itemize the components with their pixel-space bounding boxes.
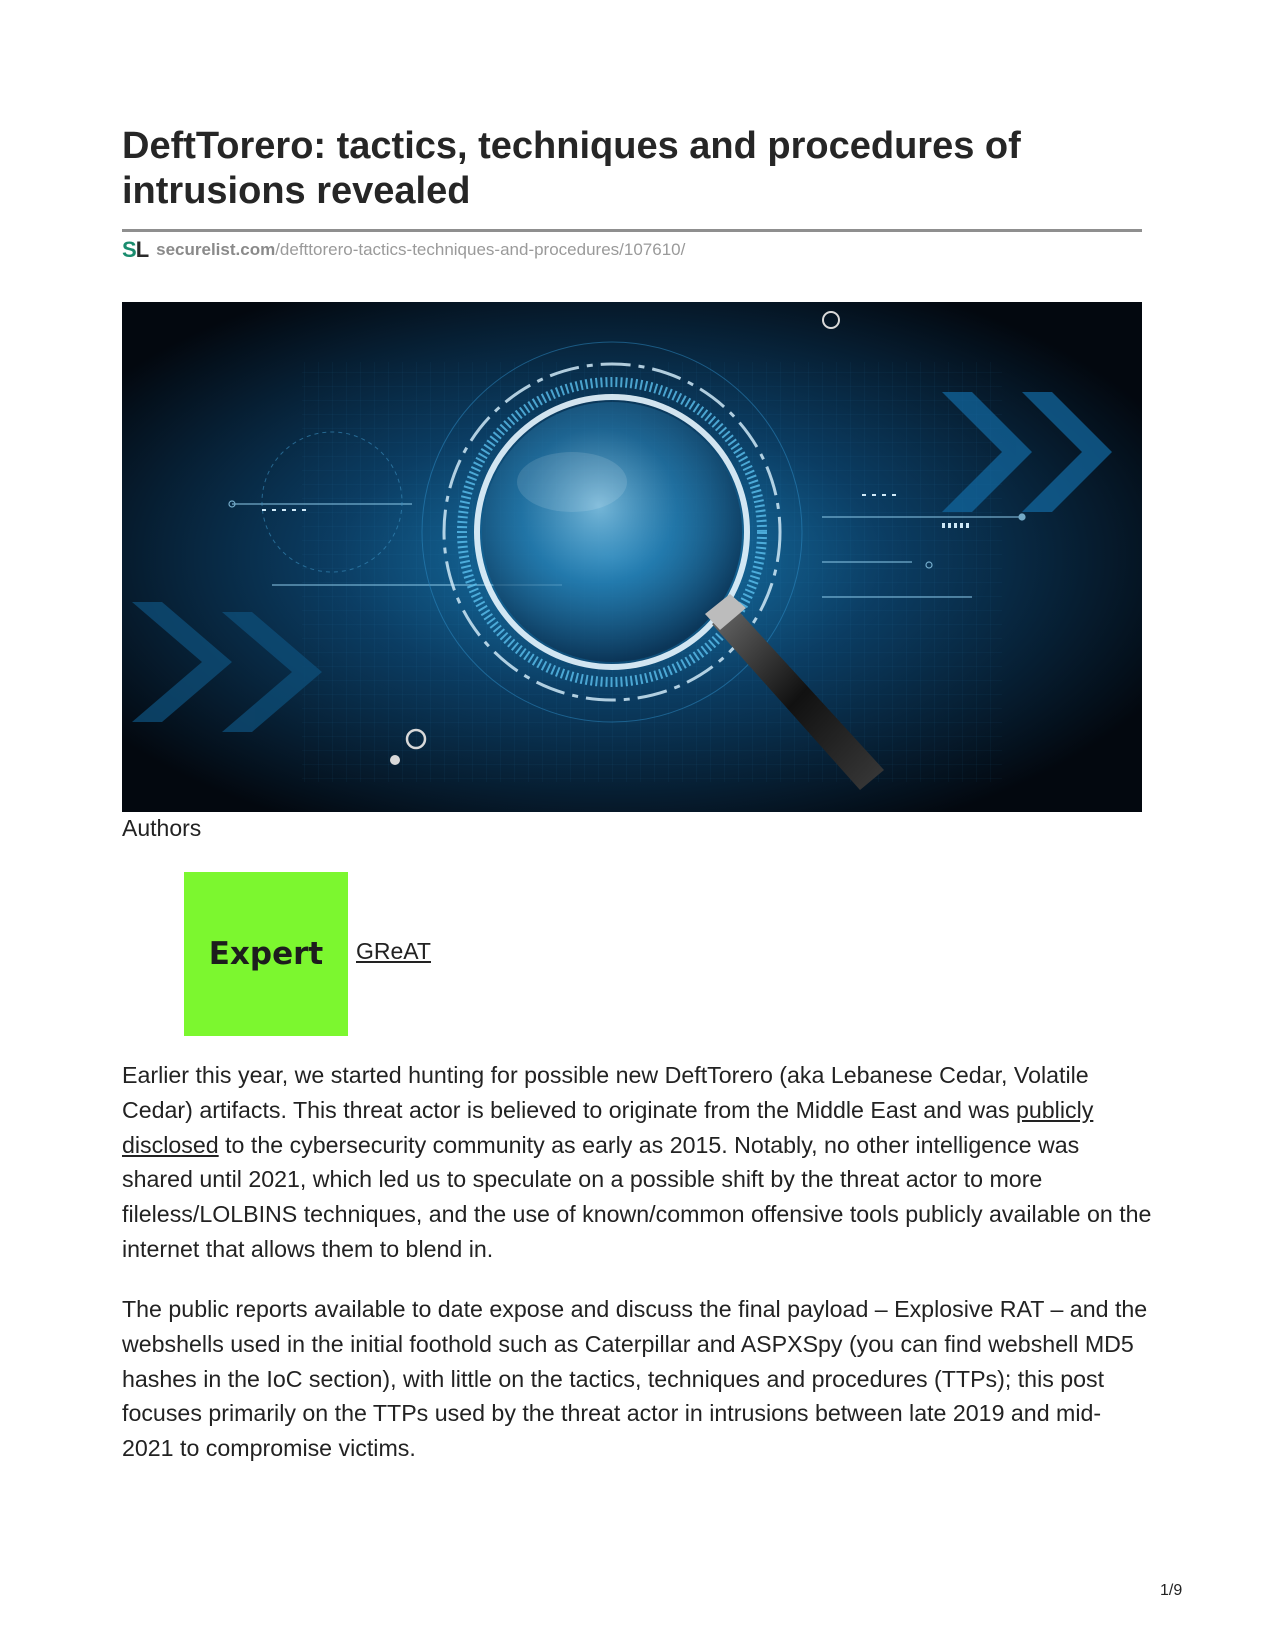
source-path[interactable]: /defttorero-tactics-techniques-and-procedures/107610/ — [275, 240, 686, 259]
securelist-logo — [122, 237, 148, 263]
publicly-disclosed-link[interactable]: publicly disclosed — [122, 1096, 1094, 1158]
author-badge-text: Expert — [208, 936, 324, 972]
paragraph-intro-text-1: Earlier this year, we started hunting for possible new DeftTorero (aka Lebanese Cedar, Volatile Cedar) artifacts. This threat actor is believed to originate from the Middle East and was — [122, 1062, 1089, 1123]
page-number: 1/9 — [1160, 1582, 1183, 1599]
article-title: DeftTorero: tactics, techniques and procedures of intrusions revealed — [122, 125, 1021, 212]
author-link[interactable]: GReAT — [356, 937, 431, 964]
paragraph-reports: The public reports available to date expose and discuss the final payload – Explosive RAT – and the webshells used in the initial foothold such as Caterpillar and ASPXSpy (you can find webshell MD5 hashes in the IoC section), with little on the tactics, techniques and procedures (TTPs); this post focuses primarily on the TTPs used by the threat actor in intrusions between late 2019 and mid-2021 to compromise victims. — [122, 1296, 1148, 1462]
source-line — [122, 238, 685, 262]
author-badge[interactable] — [184, 872, 348, 1036]
paragraph-intro-text-2: to the cybersecurity community as early as 2015. Notably, no other intelligence was shared until 2021, which led us to speculate on a possible shift by the threat actor to more fileless/LOLBINS techniques, and the use of known/common offensive tools publicly available on the internet that allows them to blend in. — [122, 1131, 1152, 1262]
hero-image — [122, 302, 1142, 812]
authors-label: Authors — [122, 815, 202, 841]
title-divider — [122, 229, 1142, 232]
logo-letter-l: L — [135, 237, 149, 262]
author-entry — [184, 872, 431, 1036]
logo-letter-s: S — [122, 237, 136, 262]
source-domain[interactable]: securelist.com — [156, 240, 276, 259]
paragraph-intro — [122, 1058, 1152, 1267]
